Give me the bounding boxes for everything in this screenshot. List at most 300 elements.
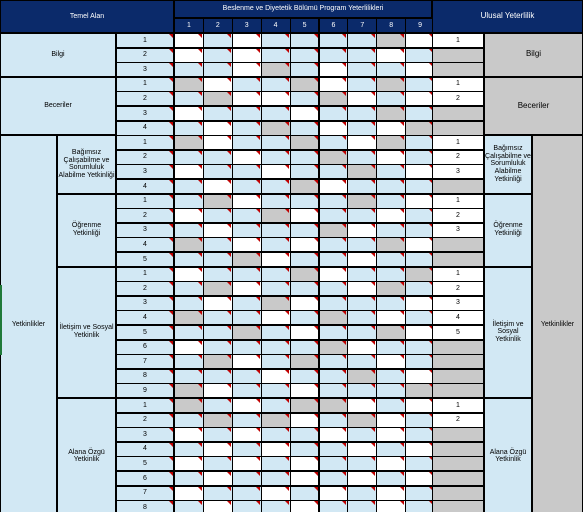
comment-marker — [285, 326, 289, 330]
row-number: 3 — [116, 223, 174, 238]
comment-marker — [227, 501, 231, 505]
comment-marker — [169, 224, 173, 228]
comment-marker — [342, 195, 346, 199]
comment-marker — [342, 224, 346, 228]
comment-marker — [371, 457, 375, 461]
comment-marker — [256, 282, 260, 286]
comment-marker — [371, 224, 375, 228]
row-number: 2 — [116, 208, 174, 223]
row-number: 6 — [116, 340, 174, 355]
comment-marker — [256, 238, 260, 242]
comment-marker — [169, 297, 173, 301]
comment-marker — [198, 341, 202, 345]
row-number: 5 — [116, 456, 174, 471]
comment-marker — [371, 268, 375, 272]
comment-marker — [285, 136, 289, 140]
comment-marker — [285, 63, 289, 67]
comment-marker — [314, 487, 318, 491]
comment-marker — [169, 268, 173, 272]
comment-marker — [285, 355, 289, 359]
comment-marker — [285, 92, 289, 96]
comment-marker — [371, 107, 375, 111]
ulusal-area-bilgi: Bilgi — [484, 33, 583, 77]
comment-marker — [198, 384, 202, 388]
comment-marker — [285, 311, 289, 315]
comment-marker — [371, 282, 375, 286]
row-number: 2 — [116, 91, 174, 106]
comment-marker — [256, 224, 260, 228]
comment-marker — [285, 399, 289, 403]
comment-marker — [371, 49, 375, 53]
comment-marker — [169, 107, 173, 111]
comment-marker — [198, 282, 202, 286]
ulusal-sub-area-5: Alana Özgü Yetkinlik — [484, 398, 532, 512]
comment-marker — [198, 78, 202, 82]
row-number: 2 — [116, 150, 174, 165]
comment-marker — [314, 384, 318, 388]
comment-marker — [371, 180, 375, 184]
comment-marker — [198, 92, 202, 96]
comment-marker — [400, 209, 404, 213]
comment-marker — [371, 122, 375, 126]
comment-marker — [285, 370, 289, 374]
comment-marker — [256, 443, 260, 447]
comment-marker — [314, 341, 318, 345]
comment-marker — [400, 92, 404, 96]
comment-marker — [169, 136, 173, 140]
comment-marker — [342, 268, 346, 272]
comment-marker — [314, 34, 318, 38]
row-number: 4 — [116, 179, 174, 194]
comment-marker — [227, 414, 231, 418]
comment-marker — [314, 122, 318, 126]
row-number: 3 — [116, 62, 174, 77]
comment-marker — [227, 238, 231, 242]
comment-marker — [256, 370, 260, 374]
ulusal-number — [432, 369, 484, 384]
comment-marker — [169, 428, 173, 432]
row-number: 1 — [116, 194, 174, 209]
row-number: 1 — [116, 267, 174, 282]
comment-marker — [198, 180, 202, 184]
comment-marker — [314, 107, 318, 111]
comment-marker — [198, 238, 202, 242]
comment-marker — [342, 238, 346, 242]
comment-marker — [400, 224, 404, 228]
comment-marker — [256, 472, 260, 476]
comment-marker — [227, 195, 231, 199]
comment-marker — [227, 136, 231, 140]
comment-marker — [198, 107, 202, 111]
comment-marker — [371, 311, 375, 315]
comment-marker — [169, 311, 173, 315]
comment-marker — [169, 341, 173, 345]
comment-marker — [285, 457, 289, 461]
row-number: 2 — [116, 281, 174, 296]
comment-marker — [227, 180, 231, 184]
comment-marker — [342, 399, 346, 403]
comment-marker — [400, 399, 404, 403]
ulusal-number: 1 — [432, 398, 484, 413]
comment-marker — [169, 370, 173, 374]
ulusal-number: 2 — [432, 150, 484, 165]
row-number: 5 — [116, 252, 174, 267]
program-number-4: 4 — [261, 18, 291, 33]
comment-marker — [400, 136, 404, 140]
comment-marker — [169, 209, 173, 213]
comment-marker — [371, 384, 375, 388]
comment-marker — [169, 151, 173, 155]
ulusal-number: 3 — [432, 223, 484, 238]
comment-marker — [256, 122, 260, 126]
comment-marker — [227, 253, 231, 257]
comment-marker — [314, 443, 318, 447]
comment-marker — [256, 180, 260, 184]
comment-marker — [342, 297, 346, 301]
comment-marker — [342, 428, 346, 432]
row-number: 1 — [116, 77, 174, 92]
comment-marker — [285, 487, 289, 491]
comment-marker — [314, 136, 318, 140]
row-number: 5 — [116, 325, 174, 340]
comment-marker — [342, 341, 346, 345]
ulusal-number: 3 — [432, 296, 484, 311]
comment-marker — [256, 63, 260, 67]
comment-marker — [227, 78, 231, 82]
ulusal-number — [432, 106, 484, 121]
comment-marker — [198, 195, 202, 199]
comment-marker — [256, 326, 260, 330]
comment-marker — [371, 487, 375, 491]
comment-marker — [314, 268, 318, 272]
comment-marker — [400, 151, 404, 155]
comment-marker — [371, 399, 375, 403]
ulusal-number: 1 — [432, 194, 484, 209]
row-number: 4 — [116, 310, 174, 325]
comment-marker — [314, 370, 318, 374]
comment-marker — [285, 151, 289, 155]
comment-marker — [285, 224, 289, 228]
comment-marker — [400, 414, 404, 418]
comment-marker — [371, 78, 375, 82]
comment-marker — [342, 107, 346, 111]
comment-marker — [342, 443, 346, 447]
comment-marker — [256, 165, 260, 169]
comment-marker — [400, 49, 404, 53]
comment-marker — [314, 180, 318, 184]
program-number-9: 9 — [405, 18, 435, 33]
ulusal-yeterlilik-header: Ulusal Yeterlilik — [432, 0, 583, 33]
comment-marker — [198, 399, 202, 403]
comment-marker — [371, 136, 375, 140]
comment-marker — [342, 370, 346, 374]
comment-marker — [400, 268, 404, 272]
comment-marker — [342, 384, 346, 388]
ulusal-number: 3 — [432, 164, 484, 179]
comment-marker — [198, 326, 202, 330]
comment-marker — [342, 326, 346, 330]
comment-marker — [342, 501, 346, 505]
comment-marker — [285, 414, 289, 418]
comment-marker — [314, 253, 318, 257]
comment-marker — [198, 34, 202, 38]
comment-marker — [400, 428, 404, 432]
program-number-6: 6 — [319, 18, 349, 33]
comment-marker — [198, 268, 202, 272]
comment-marker — [227, 282, 231, 286]
ulusal-number: 2 — [432, 91, 484, 106]
comment-marker — [256, 311, 260, 315]
comment-marker — [169, 443, 173, 447]
ulusal-sub-area-3: Öğrenme Yetkinliği — [484, 194, 532, 267]
ulusal-number: 2 — [432, 413, 484, 428]
comment-marker — [314, 326, 318, 330]
comment-marker — [227, 443, 231, 447]
comment-marker — [371, 92, 375, 96]
ulusal-number — [432, 340, 484, 355]
comment-marker — [400, 443, 404, 447]
ulusal-area-yetkinlikler: Yetkinlikler — [532, 135, 583, 512]
comment-marker — [169, 180, 173, 184]
comment-marker — [227, 268, 231, 272]
row-number: 3 — [116, 164, 174, 179]
comment-marker — [371, 341, 375, 345]
program-number-5: 5 — [290, 18, 320, 33]
comment-marker — [256, 151, 260, 155]
comment-marker — [285, 49, 289, 53]
comment-marker — [256, 253, 260, 257]
comment-marker — [285, 165, 289, 169]
comment-marker — [342, 63, 346, 67]
comment-marker — [371, 253, 375, 257]
comment-marker — [400, 165, 404, 169]
ulusal-number — [432, 500, 484, 512]
comment-marker — [342, 122, 346, 126]
ulusal-number — [432, 179, 484, 194]
row-number: 2 — [116, 48, 174, 63]
comment-marker — [314, 414, 318, 418]
comment-marker — [227, 311, 231, 315]
comment-marker — [400, 195, 404, 199]
area-beceriler: Beceriler — [0, 77, 116, 135]
row-number: 6 — [116, 471, 174, 486]
comment-marker — [227, 355, 231, 359]
comment-marker — [342, 78, 346, 82]
row-number: 1 — [116, 33, 174, 48]
comment-marker — [169, 355, 173, 359]
comment-marker — [285, 282, 289, 286]
comment-marker — [256, 428, 260, 432]
program-number-1: 1 — [174, 18, 204, 33]
comment-marker — [314, 282, 318, 286]
comment-marker — [198, 501, 202, 505]
comment-marker — [342, 472, 346, 476]
comment-marker — [169, 457, 173, 461]
sub-area-5: Alana Özgü Yetkinlik — [57, 398, 116, 512]
comment-marker — [198, 253, 202, 257]
row-number: 3 — [116, 296, 174, 311]
comment-marker — [198, 414, 202, 418]
comment-marker — [256, 487, 260, 491]
comment-marker — [285, 253, 289, 257]
ulusal-number: 5 — [432, 325, 484, 340]
comment-marker — [256, 136, 260, 140]
comment-marker — [256, 399, 260, 403]
comment-marker — [371, 209, 375, 213]
comment-marker — [314, 501, 318, 505]
comment-marker — [400, 457, 404, 461]
comment-marker — [285, 209, 289, 213]
comment-marker — [342, 414, 346, 418]
comment-marker — [198, 487, 202, 491]
comment-marker — [342, 151, 346, 155]
comment-marker — [400, 78, 404, 82]
comment-marker — [400, 341, 404, 345]
comment-marker — [371, 297, 375, 301]
area-bilgi: Bilgi — [0, 33, 116, 77]
comment-marker — [342, 355, 346, 359]
comment-marker — [371, 501, 375, 505]
row-number: 3 — [116, 427, 174, 442]
row-number: 9 — [116, 383, 174, 398]
comment-marker — [256, 78, 260, 82]
ulusal-number: 2 — [432, 281, 484, 296]
comment-marker — [314, 355, 318, 359]
comment-marker — [169, 253, 173, 257]
comment-marker — [400, 326, 404, 330]
comment-marker — [227, 341, 231, 345]
comment-marker — [169, 63, 173, 67]
comment-marker — [169, 78, 173, 82]
comment-marker — [400, 107, 404, 111]
comment-marker — [285, 443, 289, 447]
comment-marker — [342, 253, 346, 257]
ulusal-sub-area-4: İletişim ve Sosyal Yetkinlik — [484, 267, 532, 398]
comment-marker — [256, 195, 260, 199]
comment-marker — [256, 268, 260, 272]
comment-marker — [198, 472, 202, 476]
comment-marker — [198, 297, 202, 301]
comment-marker — [371, 414, 375, 418]
comment-marker — [400, 370, 404, 374]
comment-marker — [198, 443, 202, 447]
comment-marker — [285, 180, 289, 184]
comment-marker — [198, 224, 202, 228]
program-number-3: 3 — [232, 18, 262, 33]
row-number: 4 — [116, 121, 174, 136]
comment-marker — [400, 238, 404, 242]
comment-marker — [314, 49, 318, 53]
comment-marker — [169, 165, 173, 169]
comment-marker — [285, 34, 289, 38]
comment-marker — [227, 297, 231, 301]
comment-marker — [342, 282, 346, 286]
comment-marker — [198, 370, 202, 374]
comment-marker — [285, 107, 289, 111]
comment-marker — [400, 472, 404, 476]
comment-marker — [342, 487, 346, 491]
comment-marker — [314, 165, 318, 169]
comment-marker — [400, 355, 404, 359]
comment-marker — [314, 224, 318, 228]
comment-marker — [198, 428, 202, 432]
ulusal-number — [432, 354, 484, 369]
comment-marker — [169, 122, 173, 126]
comment-marker — [314, 297, 318, 301]
comment-marker — [285, 238, 289, 242]
ulusal-number — [432, 471, 484, 486]
comment-marker — [227, 472, 231, 476]
comment-marker — [314, 92, 318, 96]
comment-marker — [342, 92, 346, 96]
comment-marker — [285, 384, 289, 388]
comment-marker — [285, 268, 289, 272]
program-number-2: 2 — [203, 18, 233, 33]
comment-marker — [314, 63, 318, 67]
comment-marker — [169, 49, 173, 53]
program-title-header: Beslenme ve Diyetetik Bölümü Program Yeterlilikleri — [174, 0, 432, 18]
ulusal-number — [432, 252, 484, 267]
comment-marker — [169, 487, 173, 491]
row-number: 3 — [116, 106, 174, 121]
ulusal-number: 1 — [432, 77, 484, 92]
comment-marker — [371, 195, 375, 199]
comment-marker — [400, 34, 404, 38]
comment-marker — [400, 180, 404, 184]
comment-marker — [256, 107, 260, 111]
comment-marker — [256, 209, 260, 213]
ulusal-number — [432, 237, 484, 252]
comment-marker — [198, 457, 202, 461]
ulusal-number: 1 — [432, 135, 484, 150]
row-number: 7 — [116, 354, 174, 369]
comment-marker — [227, 107, 231, 111]
comment-marker — [400, 487, 404, 491]
comment-marker — [227, 326, 231, 330]
temel-alan-header: Temel Alan — [0, 0, 174, 33]
comment-marker — [371, 355, 375, 359]
comment-marker — [285, 122, 289, 126]
comment-marker — [256, 457, 260, 461]
comment-marker — [314, 195, 318, 199]
comment-marker — [371, 443, 375, 447]
comment-marker — [400, 282, 404, 286]
ulusal-area-beceriler: Beceriler — [484, 77, 583, 135]
comment-marker — [169, 195, 173, 199]
comment-marker — [285, 297, 289, 301]
comment-marker — [285, 501, 289, 505]
comment-marker — [256, 355, 260, 359]
comment-marker — [169, 34, 173, 38]
ulusal-number: 2 — [432, 208, 484, 223]
comment-marker — [169, 399, 173, 403]
ulusal-number — [432, 48, 484, 63]
row-number: 7 — [116, 486, 174, 501]
comment-marker — [371, 238, 375, 242]
comment-marker — [227, 428, 231, 432]
comment-marker — [285, 78, 289, 82]
comment-marker — [256, 34, 260, 38]
ulusal-number: 4 — [432, 310, 484, 325]
comment-marker — [314, 209, 318, 213]
comment-marker — [169, 414, 173, 418]
comment-marker — [342, 457, 346, 461]
comment-marker — [400, 297, 404, 301]
ulusal-number: 1 — [432, 33, 484, 48]
row-number: 1 — [116, 398, 174, 413]
comment-marker — [227, 224, 231, 228]
comment-marker — [227, 384, 231, 388]
